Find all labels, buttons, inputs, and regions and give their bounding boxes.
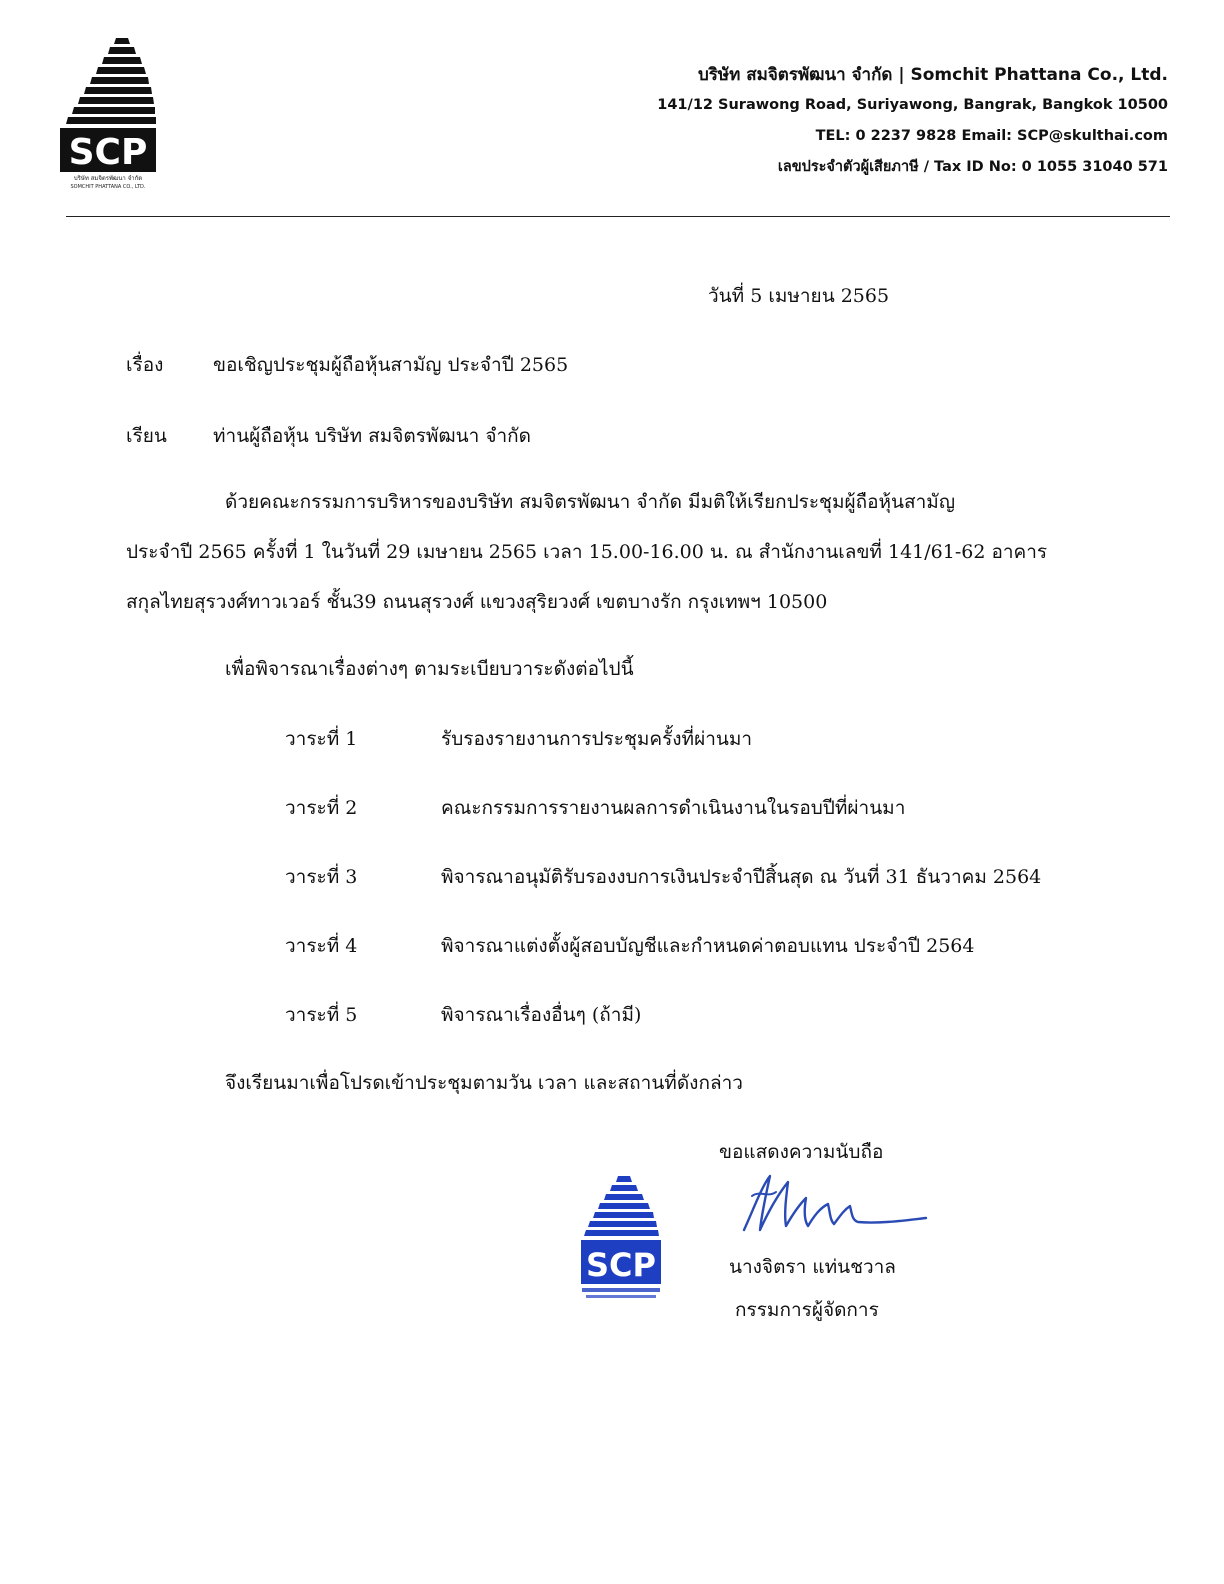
svg-text:SCP: SCP xyxy=(68,132,148,173)
closing-line: จึงเรียนมาเพื่อโปรดเข้าประชุมตามวัน เวลา และสถานที่ดังกล่าว xyxy=(225,1072,743,1094)
recipient-text: ท่านผู้ถือหุ้น บริษัท สมจิตรพัฒนา จำกัด xyxy=(213,425,531,447)
subject-label: เรื่อง xyxy=(126,354,164,376)
header-divider xyxy=(66,216,1170,217)
company-logo xyxy=(56,36,160,196)
body-line-2: ประจำปี 2565 ครั้งที่ 1 ในวันที่ 29 เมษายน 2565 เวลา 15.00-16.00 น. ณ สำนักงานเลขที่ 141/61-62 อาคาร xyxy=(126,541,1048,563)
agenda-text: คณะกรรมการรายงานผลการดำเนินงานในรอบปีที่ผ่านมา xyxy=(441,797,906,819)
agenda-label: วาระที่ 1 xyxy=(285,728,358,750)
company-stamp xyxy=(578,1172,666,1308)
stamp-logo-icon xyxy=(578,1172,666,1308)
agenda-text: พิจารณาแต่งตั้งผู้สอบบัญชีและกำหนดค่าตอบแทน ประจำปี 2564 xyxy=(441,935,975,957)
svg-text:บริษัท สมจิตรพัฒนา จำกัด: บริษัท สมจิตรพัฒนา จำกัด xyxy=(73,175,143,182)
signature xyxy=(740,1168,932,1240)
agenda-text: พิจารณาเรื่องอื่นๆ (ถ้ามี) xyxy=(441,1004,642,1026)
recipient-label: เรียน xyxy=(126,425,167,447)
body-line-1: ด้วยคณะกรรมการบริหารของบริษัท สมจิตรพัฒนา จำกัด มีมติให้เรียกประชุมผู้ถือหุ้นสามัญ xyxy=(225,491,956,513)
agenda-label: วาระที่ 5 xyxy=(285,1004,358,1026)
body-line-3: สกุลไทยสุรวงศ์ทาวเวอร์ ชั้น39 ถนนสุรวงศ์ แขวงสุริยวงศ์ เขตบางรัก กรุงเทพฯ 10500 xyxy=(126,591,828,613)
agenda-label: วาระที่ 2 xyxy=(285,797,358,819)
building-tower-logo-icon xyxy=(56,36,160,196)
signer-name: นางจิตรา แท่นชวาล xyxy=(729,1256,896,1278)
company-address: 141/12 Surawong Road, Suriyawong, Bangrak, Bangkok 10500 xyxy=(657,97,1168,113)
svg-text:SOMCHIT PHATTANA CO., LTD.: SOMCHIT PHATTANA CO., LTD. xyxy=(70,184,146,190)
agenda-label: วาระที่ 3 xyxy=(285,866,358,888)
agenda-label: วาระที่ 4 xyxy=(285,935,358,957)
regards-line: ขอแสดงความนับถือ xyxy=(719,1141,884,1163)
svg-text:SCP: SCP xyxy=(586,1246,656,1284)
agenda-text: รับรองรายงานการประชุมครั้งที่ผ่านมา xyxy=(441,728,753,750)
agenda-text: พิจารณาอนุมัติรับรองงบการเงินประจำปีสิ้นสุด ณ วันที่ 31 ธันวาคม 2564 xyxy=(441,866,1042,888)
company-name: บริษัท สมจิตรพัฒนา จำกัด | Somchit Phattana Co., Ltd. xyxy=(697,65,1168,85)
company-tax-id: เลขประจำตัวผู้เสียภาษี / Tax ID No: 0 1055 31040 571 xyxy=(777,159,1168,175)
agenda-intro: เพื่อพิจารณาเรื่องต่างๆ ตามระเบียบวาระดังต่อไปนี้ xyxy=(225,658,634,680)
company-contact: TEL: 0 2237 9828 Email: SCP@skulthai.com xyxy=(815,128,1168,144)
signature-icon xyxy=(740,1168,932,1240)
company-header xyxy=(657,60,1168,183)
letter-date: วันที่ 5 เมษายน 2565 xyxy=(708,285,890,307)
subject-text: ขอเชิญประชุมผู้ถือหุ้นสามัญ ประจำปี 2565 xyxy=(213,354,569,376)
signer-title: กรรมการผู้จัดการ xyxy=(735,1299,879,1321)
